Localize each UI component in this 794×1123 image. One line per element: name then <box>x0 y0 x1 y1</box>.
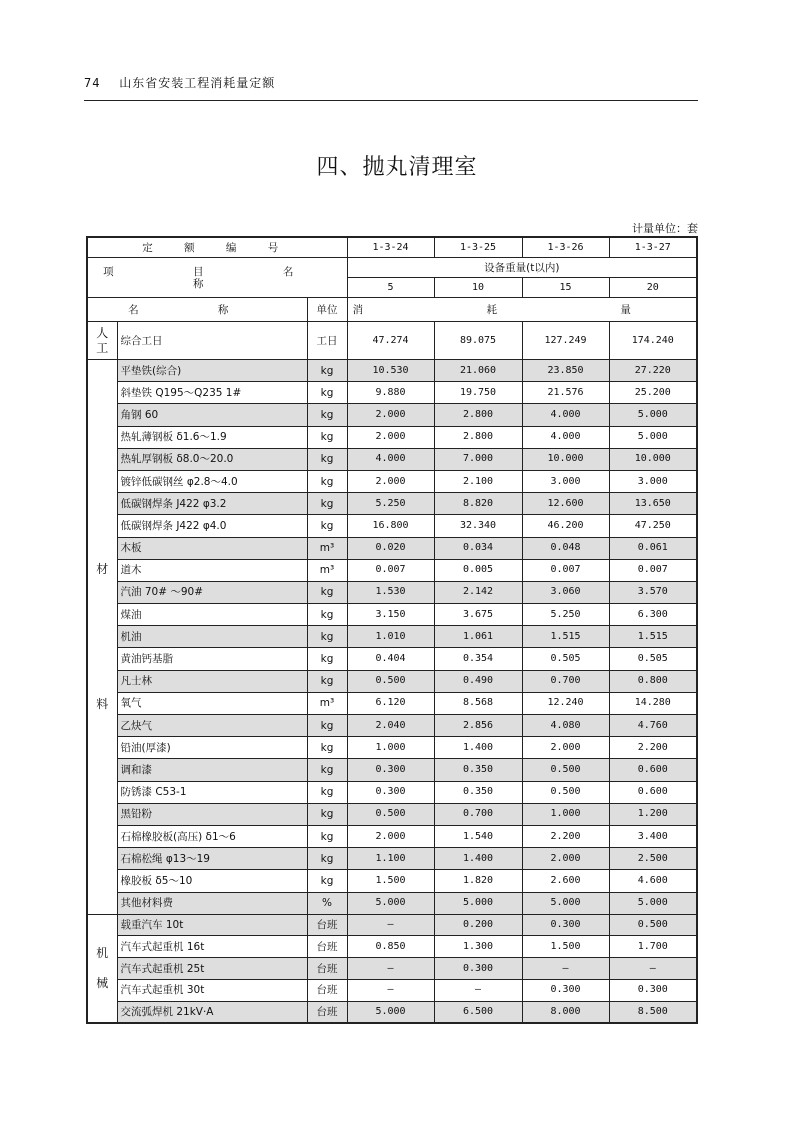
table-row <box>87 493 697 515</box>
value-cell: 3.400 <box>609 825 697 847</box>
item-unit: kg <box>307 781 347 803</box>
table-row <box>87 626 697 648</box>
value-cell: 10.530 <box>347 360 434 382</box>
value-cell: 0.500 <box>347 670 434 692</box>
table-row <box>87 604 697 626</box>
value-cell: 4.080 <box>522 715 609 737</box>
value-cell: 2.500 <box>609 848 697 870</box>
unit-column-header: 单位 <box>307 298 347 322</box>
item-unit: % <box>307 892 347 914</box>
table-row <box>87 781 697 803</box>
table-row <box>87 559 697 581</box>
item-name: 低碳钢焊条 J422 φ4.0 <box>117 515 307 537</box>
header-rule <box>84 100 698 101</box>
item-name: 平垫铁(综合) <box>117 360 307 382</box>
item-unit: 工日 <box>307 322 347 360</box>
value-cell: 47.274 <box>347 322 434 360</box>
value-cell: 2.200 <box>609 737 697 759</box>
value-cell: 8.500 <box>609 1001 697 1023</box>
table-row <box>87 692 697 714</box>
value-cell: 13.650 <box>609 493 697 515</box>
item-unit: kg <box>307 870 347 892</box>
value-cell: 89.075 <box>434 322 522 360</box>
value-cell: 5.000 <box>347 892 434 914</box>
value-cell: 0.500 <box>522 759 609 781</box>
item-name: 道木 <box>117 559 307 581</box>
value-cell: 6.500 <box>434 1001 522 1023</box>
quota-code-row <box>87 237 697 258</box>
value-cell: 5.000 <box>609 892 697 914</box>
value-cell: 14.280 <box>609 692 697 714</box>
table-row <box>87 936 697 958</box>
table-row <box>87 404 697 426</box>
table-row <box>87 537 697 559</box>
value-cell: 12.600 <box>522 493 609 515</box>
param-cell: 20 <box>609 278 697 298</box>
value-cell: 0.600 <box>609 781 697 803</box>
value-cell: 5.000 <box>522 892 609 914</box>
value-cell: 0.005 <box>434 559 522 581</box>
value-cell: 2.000 <box>522 737 609 759</box>
value-cell: 0.350 <box>434 781 522 803</box>
value-cell: 1.515 <box>522 626 609 648</box>
value-cell: 127.249 <box>522 322 609 360</box>
item-unit: 台班 <box>307 1001 347 1023</box>
value-cell: 1.061 <box>434 626 522 648</box>
value-cell: — <box>522 958 609 980</box>
value-cell: 3.675 <box>434 604 522 626</box>
value-cell: 0.200 <box>434 914 522 936</box>
value-cell: 2.600 <box>522 870 609 892</box>
value-cell: 0.700 <box>522 670 609 692</box>
value-cell: 0.500 <box>347 803 434 825</box>
name-column-header: 名 称 <box>87 298 307 322</box>
item-unit: m³ <box>307 559 347 581</box>
code-cell: 1-3-26 <box>522 237 609 258</box>
value-cell: 2.856 <box>434 715 522 737</box>
item-name: 低碳钢焊条 J422 φ3.2 <box>117 493 307 515</box>
value-cell: 1.000 <box>347 737 434 759</box>
value-cell: 2.040 <box>347 715 434 737</box>
value-cell: 0.300 <box>609 980 697 1002</box>
value-cell: 2.000 <box>347 426 434 448</box>
value-cell: 1.200 <box>609 803 697 825</box>
item-name: 镀锌低碳钢丝 φ2.8～4.0 <box>117 470 307 492</box>
value-cell: 0.600 <box>609 759 697 781</box>
value-cell: 0.300 <box>347 759 434 781</box>
value-cell: 0.500 <box>522 781 609 803</box>
item-unit: kg <box>307 382 347 404</box>
value-cell: — <box>347 980 434 1002</box>
item-label: 项 目 名 称 <box>87 258 347 298</box>
quota-table <box>86 236 698 1024</box>
value-cell: 12.240 <box>522 692 609 714</box>
value-cell: 5.000 <box>347 1001 434 1023</box>
item-unit: kg <box>307 404 347 426</box>
item-unit: 台班 <box>307 958 347 980</box>
value-cell: 6.300 <box>609 604 697 626</box>
item-name: 石棉橡胶板(高压) δ1～6 <box>117 825 307 847</box>
table-row <box>87 892 697 914</box>
item-unit: kg <box>307 648 347 670</box>
value-cell: 0.404 <box>347 648 434 670</box>
value-cell: 2.142 <box>434 581 522 603</box>
item-name: 交流弧焊机 21kV·A <box>117 1001 307 1023</box>
value-cell: 4.600 <box>609 870 697 892</box>
value-cell: 2.000 <box>347 470 434 492</box>
value-cell: 1.500 <box>522 936 609 958</box>
value-cell: 1.500 <box>347 870 434 892</box>
table-row <box>87 980 697 1002</box>
item-name: 机油 <box>117 626 307 648</box>
table-row <box>87 360 697 382</box>
column-header-row <box>87 298 697 322</box>
value-cell: 21.060 <box>434 360 522 382</box>
value-cell: 23.850 <box>522 360 609 382</box>
item-name: 防锈漆 C53-1 <box>117 781 307 803</box>
value-cell: 0.500 <box>609 914 697 936</box>
table-row <box>87 322 697 360</box>
item-unit: kg <box>307 515 347 537</box>
table-row <box>87 825 697 847</box>
item-name: 黑铅粉 <box>117 803 307 825</box>
item-name: 其他材料费 <box>117 892 307 914</box>
table-row <box>87 1001 697 1023</box>
value-cell: 10.000 <box>609 448 697 470</box>
item-name: 氧气 <box>117 692 307 714</box>
value-cell: 7.000 <box>434 448 522 470</box>
value-cell: 0.300 <box>522 914 609 936</box>
item-unit: kg <box>307 470 347 492</box>
value-cell: 47.250 <box>609 515 697 537</box>
item-unit: m³ <box>307 537 347 559</box>
item-name: 斜垫铁 Q195～Q235 1# <box>117 382 307 404</box>
item-unit: kg <box>307 803 347 825</box>
item-unit: kg <box>307 493 347 515</box>
quota-label: 定 额 编 号 <box>87 237 347 258</box>
item-name: 黄油钙基脂 <box>117 648 307 670</box>
value-cell: 1.700 <box>609 936 697 958</box>
value-cell: 3.060 <box>522 581 609 603</box>
value-cell: 3.150 <box>347 604 434 626</box>
value-cell: 174.240 <box>609 322 697 360</box>
value-cell: 0.007 <box>609 559 697 581</box>
value-cell: 1.400 <box>434 848 522 870</box>
value-cell: 5.000 <box>434 892 522 914</box>
category-cell: 人 工 <box>87 322 117 360</box>
value-cell: 5.250 <box>347 493 434 515</box>
value-cell: 3.000 <box>609 470 697 492</box>
value-cell: 21.576 <box>522 382 609 404</box>
value-cell: 1.515 <box>609 626 697 648</box>
table-row <box>87 958 697 980</box>
value-cell: 1.530 <box>347 581 434 603</box>
value-cell: 0.505 <box>522 648 609 670</box>
category-cell: 材 料 <box>87 360 117 915</box>
value-cell: — <box>347 958 434 980</box>
value-cell: 5.000 <box>609 404 697 426</box>
category-cell: 机 械 <box>87 914 117 1023</box>
value-cell: 32.340 <box>434 515 522 537</box>
value-cell: — <box>347 914 434 936</box>
table-row <box>87 470 697 492</box>
value-cell: 0.300 <box>347 781 434 803</box>
value-cell: 5.250 <box>522 604 609 626</box>
code-cell: 1-3-25 <box>434 237 522 258</box>
item-name: 调和漆 <box>117 759 307 781</box>
item-unit: kg <box>307 581 347 603</box>
table-row <box>87 515 697 537</box>
table-row <box>87 914 697 936</box>
code-cell: 1-3-27 <box>609 237 697 258</box>
running-header <box>84 74 275 91</box>
value-cell: 0.007 <box>347 559 434 581</box>
table-row <box>87 382 697 404</box>
code-cell: 1-3-24 <box>347 237 434 258</box>
item-name: 石棉松绳 φ13～19 <box>117 848 307 870</box>
value-cell: 2.800 <box>434 426 522 448</box>
table-row <box>87 426 697 448</box>
item-unit: kg <box>307 604 347 626</box>
item-unit: m³ <box>307 692 347 714</box>
item-unit: kg <box>307 848 347 870</box>
value-cell: 1.010 <box>347 626 434 648</box>
value-cell: 0.350 <box>434 759 522 781</box>
table-row <box>87 670 697 692</box>
value-cell: 46.200 <box>522 515 609 537</box>
value-cell: 1.100 <box>347 848 434 870</box>
value-cell: 0.300 <box>434 958 522 980</box>
item-unit: kg <box>307 670 347 692</box>
param-cell: 5 <box>347 278 434 298</box>
item-unit: kg <box>307 715 347 737</box>
value-cell: 2.000 <box>347 404 434 426</box>
value-cell: 2.200 <box>522 825 609 847</box>
value-cell: 0.048 <box>522 537 609 559</box>
param-label: 设备重量(t以内) <box>347 258 697 278</box>
value-cell: 4.000 <box>347 448 434 470</box>
value-cell: 0.061 <box>609 537 697 559</box>
value-cell: 1.000 <box>522 803 609 825</box>
item-param-row <box>87 258 697 278</box>
value-cell: 0.354 <box>434 648 522 670</box>
value-cell: 8.000 <box>522 1001 609 1023</box>
value-cell: 2.800 <box>434 404 522 426</box>
item-name: 铅油(厚漆) <box>117 737 307 759</box>
value-cell: 4.000 <box>522 426 609 448</box>
value-cell: 0.490 <box>434 670 522 692</box>
item-unit: kg <box>307 759 347 781</box>
item-unit: kg <box>307 360 347 382</box>
table-row <box>87 870 697 892</box>
value-cell: — <box>434 980 522 1002</box>
item-name: 汽油 70# ～90# <box>117 581 307 603</box>
value-cell: 19.750 <box>434 382 522 404</box>
value-cell: 3.570 <box>609 581 697 603</box>
value-cell: 5.000 <box>609 426 697 448</box>
value-cell: 0.800 <box>609 670 697 692</box>
value-cell: 2.000 <box>522 848 609 870</box>
item-unit: kg <box>307 825 347 847</box>
item-name: 汽车式起重机 16t <box>117 936 307 958</box>
item-name: 橡胶板 δ5～10 <box>117 870 307 892</box>
value-cell: 0.505 <box>609 648 697 670</box>
value-cell: 0.007 <box>522 559 609 581</box>
value-cell: 0.700 <box>434 803 522 825</box>
item-name: 载重汽车 10t <box>117 914 307 936</box>
item-unit: kg <box>307 426 347 448</box>
table-row <box>87 715 697 737</box>
value-cell: 0.300 <box>522 980 609 1002</box>
item-name: 乙炔气 <box>117 715 307 737</box>
value-cell: 10.000 <box>522 448 609 470</box>
value-cell: 16.800 <box>347 515 434 537</box>
item-unit: kg <box>307 448 347 470</box>
value-cell: 4.000 <box>522 404 609 426</box>
value-cell: 1.300 <box>434 936 522 958</box>
value-cell: 8.820 <box>434 493 522 515</box>
item-name: 热轧薄钢板 δ1.6～1.9 <box>117 426 307 448</box>
measure-unit: 计量单位：套 <box>632 222 698 235</box>
item-name: 木板 <box>117 537 307 559</box>
value-cell: 3.000 <box>522 470 609 492</box>
param-cell: 10 <box>434 278 522 298</box>
item-unit: 台班 <box>307 980 347 1002</box>
value-cell: 9.880 <box>347 382 434 404</box>
item-name: 汽车式起重机 25t <box>117 958 307 980</box>
value-cell: 1.400 <box>434 737 522 759</box>
value-cell: 0.020 <box>347 537 434 559</box>
table-row <box>87 581 697 603</box>
value-cell: 6.120 <box>347 692 434 714</box>
param-cell: 15 <box>522 278 609 298</box>
table-row <box>87 848 697 870</box>
item-name: 汽车式起重机 30t <box>117 980 307 1002</box>
table-row <box>87 803 697 825</box>
section-title: 四、抛丸清理室 <box>316 155 478 180</box>
value-cell: 1.820 <box>434 870 522 892</box>
value-cell: 4.760 <box>609 715 697 737</box>
item-unit: 台班 <box>307 914 347 936</box>
item-name: 热轧厚钢板 δ8.0～20.0 <box>117 448 307 470</box>
value-cell: 8.568 <box>434 692 522 714</box>
item-name: 煤油 <box>117 604 307 626</box>
value-cell: — <box>609 958 697 980</box>
table-row <box>87 648 697 670</box>
item-name: 综合工日 <box>117 322 307 360</box>
item-unit: 台班 <box>307 936 347 958</box>
value-cell: 25.200 <box>609 382 697 404</box>
value-cell: 0.850 <box>347 936 434 958</box>
table-row <box>87 759 697 781</box>
book-title: 山东省安装工程消耗量定额 <box>119 76 276 90</box>
value-cell: 1.540 <box>434 825 522 847</box>
table-row <box>87 448 697 470</box>
item-name: 凡士林 <box>117 670 307 692</box>
value-cell: 27.220 <box>609 360 697 382</box>
value-cell: 2.100 <box>434 470 522 492</box>
table-row <box>87 737 697 759</box>
page-number: 74 <box>84 76 101 90</box>
item-unit: kg <box>307 737 347 759</box>
value-cell: 2.000 <box>347 825 434 847</box>
value-cell: 0.034 <box>434 537 522 559</box>
item-name: 角钢 60 <box>117 404 307 426</box>
consumption-column-header: 消 耗 量 <box>347 298 697 322</box>
item-unit: kg <box>307 626 347 648</box>
